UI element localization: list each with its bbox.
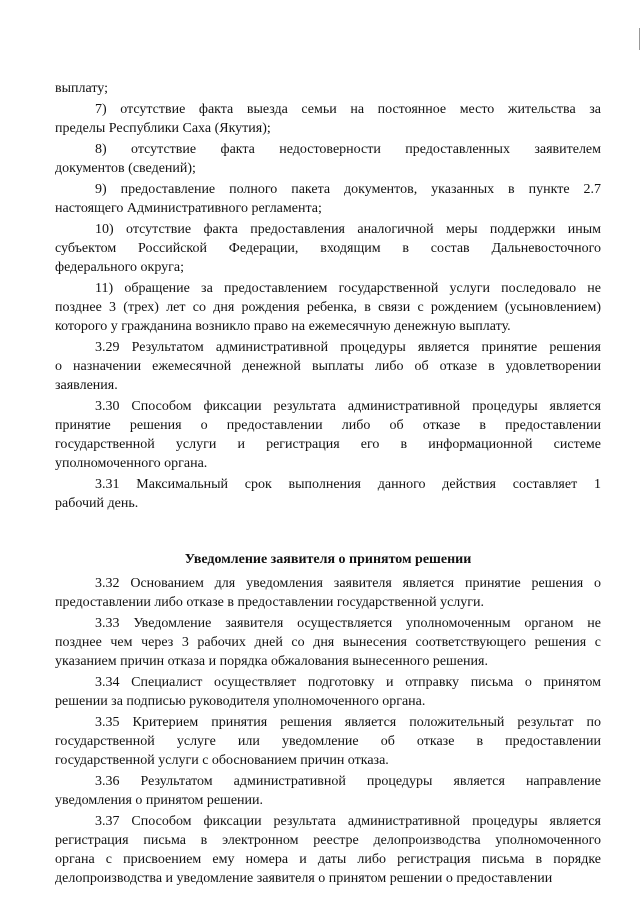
text-line: 11) обращение за предоставлением государственной услуги последовало не: [95, 281, 601, 296]
paragraph: [55, 772, 601, 810]
paragraph: [55, 614, 601, 671]
text-line: 3.31 Максимальный срок выполнения данного действия составляет 1: [95, 477, 601, 492]
paragraph: [55, 338, 601, 395]
paragraph: [55, 812, 601, 888]
section-heading: Уведомление заявителя о принятом решении: [184, 552, 472, 567]
paragraph: [55, 180, 601, 218]
text-line: регистрация письма в электронном реестре делопроизводства уполномоченного: [55, 833, 601, 848]
text-line: заявления.: [55, 378, 118, 393]
text-line: выплату;: [55, 81, 108, 96]
paragraph: [55, 397, 601, 473]
paragraph: [55, 140, 601, 178]
text-line: государственной услуге или уведомление об отказе в предоставлении: [55, 734, 601, 749]
paragraphs-top: [55, 79, 601, 513]
paragraph: [55, 279, 601, 336]
text-line: решении за подписью руководителя уполномоченного органа.: [55, 694, 426, 709]
text-line: документов (сведений);: [55, 161, 196, 176]
paragraph: [55, 79, 601, 98]
paragraph: [55, 475, 601, 513]
text-line: делопроизводства и уведомление заявителя о принятом решении о предоставлении: [55, 871, 553, 886]
text-line: 3.30 Способом фиксации результата административной процедуры является: [95, 399, 601, 414]
text-line: настоящего Административного регламента;: [55, 201, 322, 216]
document-body: [55, 79, 601, 888]
text-line: 3.33 Уведомление заявителя осуществляется уполномоченным органом не: [95, 616, 601, 631]
text-line: которого у гражданина возникло право на ежемесячную денежную выплату.: [55, 319, 511, 334]
text-line: 3.37 Способом фиксации результата административной процедуры является: [95, 814, 601, 829]
text-line: 3.29 Результатом административной процедуры является принятие решения: [95, 340, 601, 355]
paragraph: [55, 713, 601, 770]
text-line: федерального округа;: [55, 260, 184, 275]
paragraph: [55, 220, 601, 277]
text-line: 7) отсутствие факта выезда семьи на постоянное место жительства за: [95, 102, 601, 117]
text-line: уполномоченного органа.: [55, 456, 208, 471]
text-line: 3.34 Специалист осуществляет подготовку и отправку письма о принятом: [95, 675, 601, 690]
text-line: рабочий день.: [55, 496, 139, 511]
text-line: принятие решения о предоставлении либо об отказе в предоставлении: [55, 418, 601, 433]
paragraph: [55, 100, 601, 138]
text-line: предоставлении либо отказе в предоставлении государственной услуги.: [55, 595, 485, 610]
text-line: органа с присвоением ему номера и даты либо регистрация письма в порядке: [55, 852, 601, 867]
text-line: позднее 3 (трех) лет со дня рождения ребенка, в связи с рождением (усыновлением): [55, 300, 601, 315]
text-line: уведомления о принятом решении.: [55, 793, 264, 808]
text-line: пределы Республики Саха (Якутия);: [55, 121, 271, 136]
text-line: позднее чем через 3 рабочих дней со дня вынесения соответствующего решения с: [55, 635, 601, 650]
text-line: 3.35 Критерием принятия решения является положительный результат по: [95, 715, 601, 730]
paragraph: [55, 574, 601, 612]
text-line: о назначении ежемесячной денежной выплаты либо об отказе в удовлетворении: [55, 359, 601, 374]
paragraphs-bottom: [55, 574, 601, 888]
text-line: государственной услуги и регистрация его в информационной системе: [55, 437, 601, 452]
text-line: 3.32 Основанием для уведомления заявителя является принятие решения о: [95, 576, 601, 591]
text-line: 9) предоставление полного пакета документов, указанных в пункте 2.7: [95, 182, 601, 197]
text-line: субъектом Российской Федерации, входящим в состав Дальневосточного: [55, 241, 601, 256]
paragraph: [55, 673, 601, 711]
text-line: 8) отсутствие факта недостоверности предоставленных заявителем: [95, 142, 601, 157]
text-line: 10) отсутствие факта предоставления аналогичной меры поддержки иным: [95, 222, 601, 237]
text-line: 3.36 Результатом административной процедуры является направление: [95, 774, 601, 789]
text-line: указанием причин отказа и порядка обжалования вынесенного решения.: [55, 654, 488, 669]
text-line: государственной услуги с обоснованием причин отказа.: [55, 753, 389, 768]
